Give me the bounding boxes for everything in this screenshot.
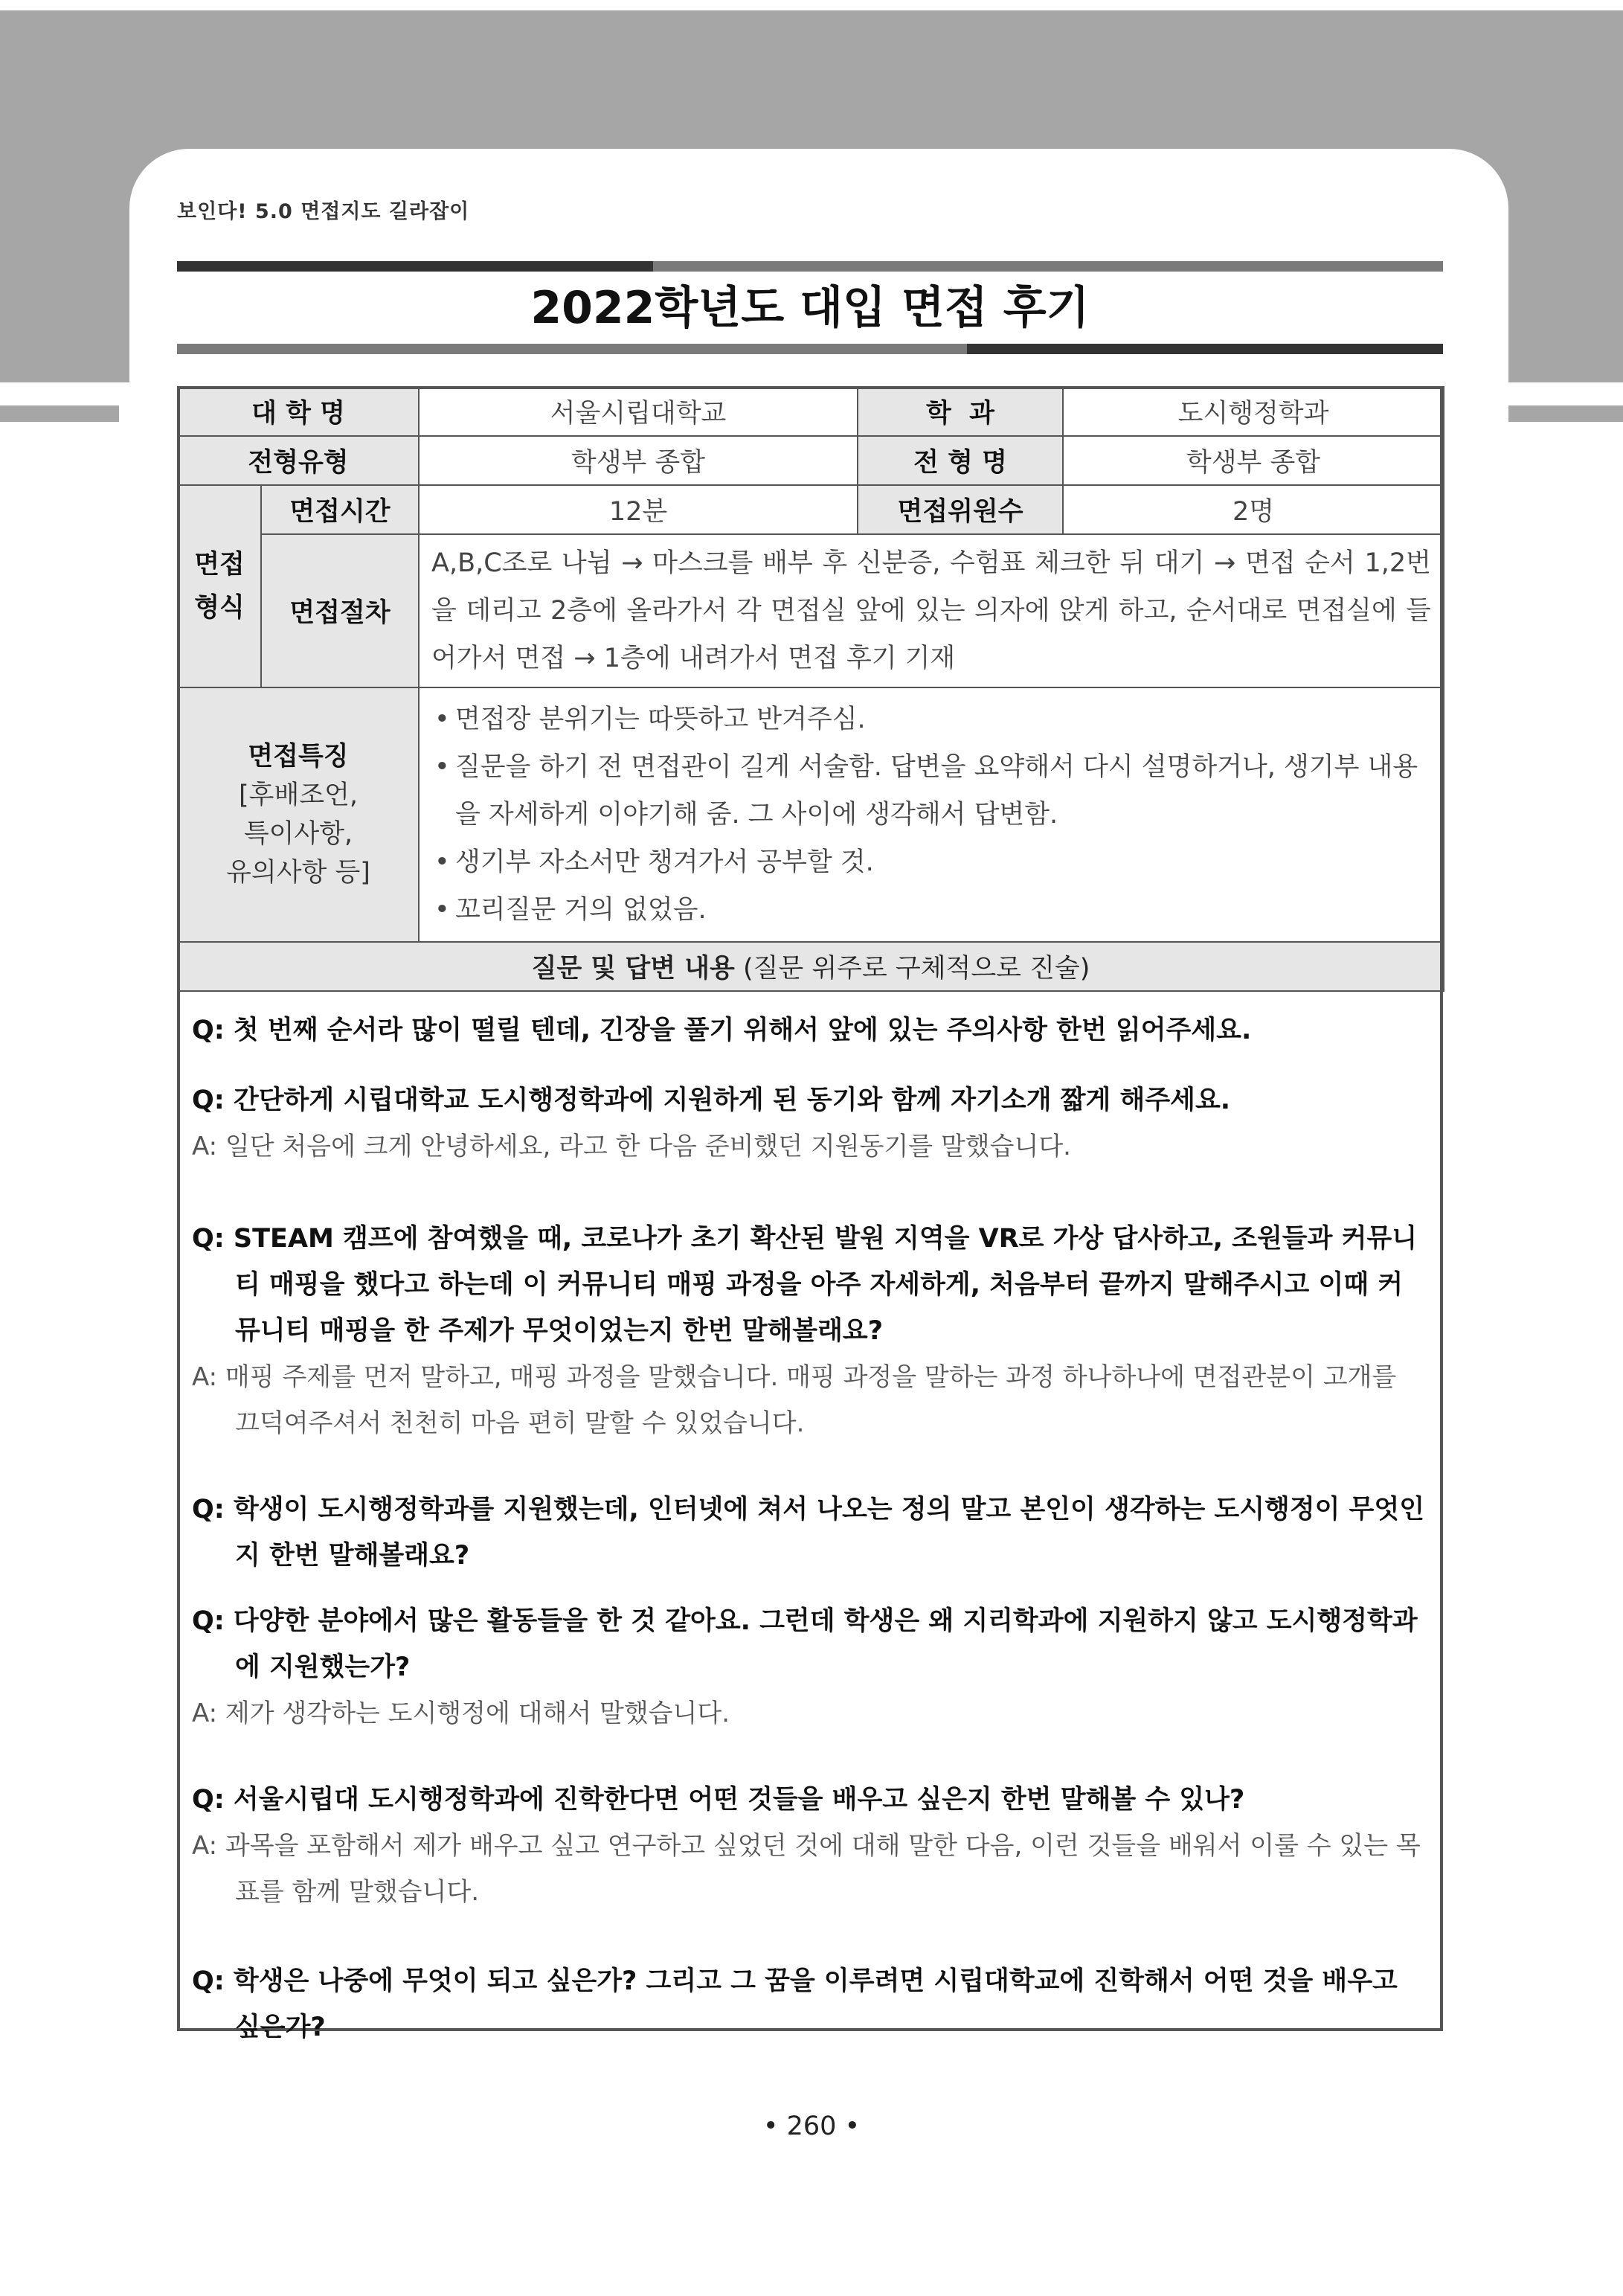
list-item: • 꼬리질문 거의 없었음.	[431, 886, 1431, 934]
page-title: 2022학년도 대입 면접 후기	[530, 282, 1090, 334]
qa-item-6	[192, 1777, 1427, 1915]
admission-name-label: 전 형 명	[858, 436, 1063, 485]
qa-heading-note: (질문 위주로 구체적으로 진술)	[742, 954, 1090, 984]
qa-heading-bold: 질문 및 답변 내용	[531, 954, 735, 984]
qa-item-5	[192, 1598, 1427, 1737]
title-rule-bottom	[177, 344, 1443, 354]
university-value: 서울시립대학교	[419, 387, 858, 436]
right-decor-strip	[1507, 405, 1623, 422]
top-margin	[0, 0, 1623, 10]
question: Q: 학생이 도시행정학과를 지원했는데, 인터넷에 쳐서 나오는 정의 말고 본인이 생각하는 도시행정이 무엇인지 한번 말해볼래요?	[192, 1495, 1425, 1571]
question: Q: 간단하게 시립대학교 도시행정학과에 지원하게 된 동기와 함께 자기소개 짧게 해주세요.	[192, 1086, 1231, 1115]
answer: A: 과목을 포함해서 제가 배우고 싶고 연구하고 싶었던 것에 대해 말한 다음, 이런 것들을 배워서 이룰 수 있는 목표를 함께 말했습니다.	[192, 1831, 1421, 1907]
duration-value: 12분	[419, 485, 858, 534]
list-item: • 면접장 분위기는 따뜻하고 반겨주심.	[431, 696, 1431, 743]
list-item: • 생기부 자소서만 챙겨가서 공부할 것.	[431, 838, 1431, 886]
question: Q: 다양한 분야에서 많은 활동들을 한 것 같아요. 그런데 학생은 왜 지리학과에 지원하지 않고 도시행정학과에 지원했는가?	[192, 1606, 1418, 1682]
running-head: 보인다! 5.0 면접지도 길라잡이	[177, 200, 470, 223]
interviewers-label: 면접위원수	[858, 485, 1063, 534]
qa-item-1	[192, 1007, 1427, 1054]
interviewers-value: 2명	[1063, 485, 1444, 534]
procedure-text: A,B,C조로 나뉨 → 마스크를 배부 후 신분증, 수험표 체크한 뒤 대기 → 면접 순서 1,2번을 데리고 2층에 올라가서 각 면접실 앞에 있는 의자에 앉게 하고, 순서대로 면접실에 들어가서 면접 → 1층에 내려가서 면접 후기 기재	[419, 534, 1444, 687]
qa-item-2	[192, 1077, 1427, 1170]
features-label: 면접특징	[248, 742, 349, 772]
features-sublabel: [후배조언, 특이사항, 유의사항 등]	[226, 780, 370, 888]
qa-item-3	[192, 1216, 1427, 1446]
department-label: 학 과	[858, 387, 1063, 436]
page-number: • 260 •	[762, 2111, 861, 2141]
procedure-label: 면접절차	[261, 534, 419, 687]
question: Q: 첫 번째 순서라 많이 떨릴 텐데, 긴장을 풀기 위해서 앞에 있는 주의사항 한번 읽어주세요.	[192, 1016, 1252, 1045]
answer: A: 매핑 주제를 먼저 말하고, 매핑 과정을 말했습니다. 매핑 과정을 말하는 과정 하나하나에 면접관분이 고개를 끄덕여주셔서 천천히 마음 편히 말할 수 있었습니다.	[192, 1362, 1397, 1438]
duration-label: 면접시간	[261, 485, 419, 534]
admission-name-value: 학생부 종합	[1063, 436, 1444, 485]
qa-item-4	[192, 1487, 1427, 1579]
admission-type-label: 전형유형	[178, 436, 419, 485]
qa-item-7	[192, 1958, 1427, 2050]
question: Q: STEAM 캠프에 참여했을 때, 코로나가 초기 확산된 발원 지역을 VR로 가상 답사하고, 조원들과 커뮤니티 매핑을 했다고 하는데 이 커뮤니티 매핑 과정을 아주 자세하게, 처음부터 끝까지 말해주시고 이때 커뮤니티 매핑을 한 주제가 무엇이었는지 한번 말해볼래요?	[192, 1224, 1418, 1346]
question: Q: 학생은 나중에 무엇이 되고 싶은가? 그리고 그 꿈을 이루려면 시립대학교에 진학해서 어떤 것을 배우고 싶은가?	[192, 1966, 1398, 2042]
list-item: • 질문을 하기 전 면접관이 길게 서술함. 답변을 요약해서 다시 설명하거나, 생기부 내용을 자세하게 이야기해 줌. 그 사이에 생각해서 답변함.	[431, 743, 1431, 838]
department-value: 도시행정학과	[1063, 387, 1444, 436]
admission-type-value: 학생부 종합	[419, 436, 858, 485]
question: Q: 서울시립대 도시행정학과에 진학한다면 어떤 것들을 배우고 싶은지 한번 말해볼 수 있나?	[192, 1785, 1245, 1815]
university-label: 대 학 명	[178, 387, 419, 436]
format-label: 면접 형식	[178, 485, 261, 687]
answer: A: 제가 생각하는 도시행정에 대해서 말했습니다.	[192, 1699, 730, 1728]
title-rule-top	[177, 261, 1443, 272]
answer: A: 일단 처음에 크게 안녕하세요, 라고 한 다음 준비했던 지원동기를 말했습니다.	[192, 1132, 1071, 1161]
left-decor-strip	[0, 405, 119, 422]
